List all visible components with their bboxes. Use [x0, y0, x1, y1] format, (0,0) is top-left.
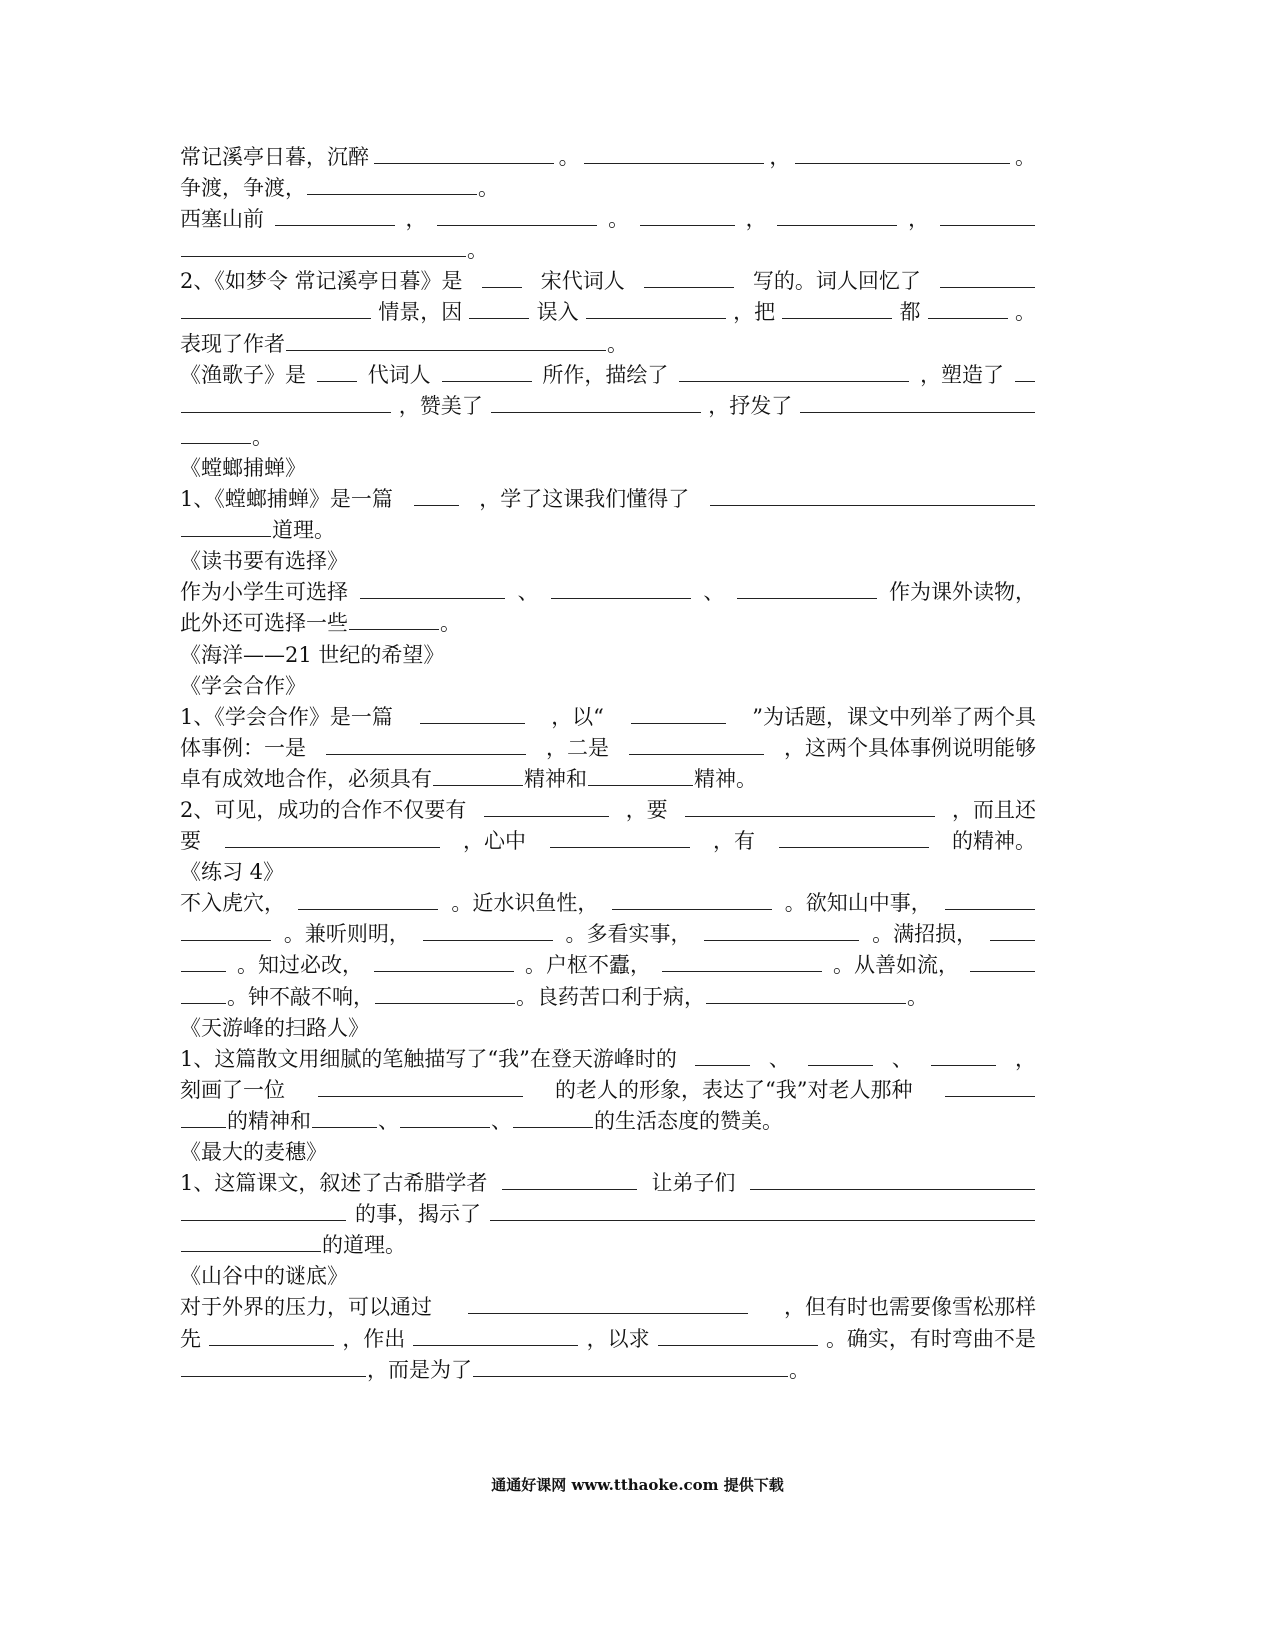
- fill-in-blank[interactable]: [808, 1064, 873, 1066]
- fill-in-blank[interactable]: [945, 908, 1035, 910]
- fill-in-blank[interactable]: [473, 1375, 788, 1377]
- text-line: [180, 640, 1036, 671]
- line-text: 《最大的麦穗》: [180, 1140, 327, 1164]
- text-line: [180, 733, 1036, 764]
- text-line: [180, 1106, 1036, 1137]
- fill-in-blank[interactable]: [945, 1095, 1035, 1097]
- fill-in-blank[interactable]: [298, 908, 438, 910]
- text-line: [180, 297, 1036, 328]
- text-line: [180, 204, 1036, 235]
- line-text: 、: [768, 1046, 790, 1071]
- line-text: 2、《如梦令 常记溪亭日暮》是: [180, 269, 463, 294]
- line-text: 。: [440, 611, 461, 636]
- text-line: [180, 1324, 1036, 1355]
- fill-in-blank[interactable]: [181, 535, 271, 537]
- line-text: ，: [405, 207, 427, 232]
- line-text: 《天游峰的扫路人》: [180, 1015, 369, 1040]
- line-text: 精神。: [694, 766, 757, 791]
- line-text: 。: [907, 984, 928, 1009]
- line-text: 的道理。: [322, 1233, 406, 1258]
- line-text: 的事，揭示了: [355, 1202, 481, 1227]
- line-text: ，有: [713, 829, 755, 854]
- fill-in-blank[interactable]: [437, 224, 597, 226]
- fill-in-blank[interactable]: [312, 1126, 377, 1128]
- fill-in-blank[interactable]: [1015, 380, 1035, 382]
- fill-in-blank[interactable]: [374, 970, 514, 972]
- line-text: 卓有成效地合作，必须具有: [180, 766, 432, 791]
- fill-in-blank[interactable]: [286, 349, 606, 351]
- line-text: 所作，描绘了: [542, 362, 669, 387]
- text-line: [180, 1355, 1036, 1386]
- line-text: 。兼听则明，: [283, 922, 410, 947]
- line-text: 。: [789, 1357, 810, 1382]
- fill-in-blank[interactable]: [484, 815, 609, 817]
- line-text: ，以求: [586, 1326, 650, 1351]
- fill-in-blank[interactable]: [795, 162, 1010, 164]
- fill-in-blank[interactable]: [181, 1002, 226, 1004]
- line-text: ，学了这课我们懂得了: [479, 487, 690, 512]
- line-text: 、: [517, 580, 539, 605]
- text-line: [180, 857, 1036, 888]
- text-line: [180, 919, 1036, 950]
- text-line: [180, 577, 1036, 608]
- line-text: ，: [745, 207, 767, 232]
- line-text: ，而且还: [952, 797, 1036, 822]
- fill-in-blank[interactable]: [225, 846, 440, 848]
- text-line: [180, 391, 1036, 422]
- line-text: ，把: [733, 300, 776, 325]
- text-line: [180, 1230, 1036, 1261]
- line-text: 宋代词人: [540, 269, 625, 294]
- fill-in-blank[interactable]: [482, 286, 522, 288]
- line-text: ，作出: [342, 1326, 406, 1351]
- fill-in-blank[interactable]: [181, 939, 271, 941]
- fill-in-blank[interactable]: [181, 317, 371, 319]
- fill-in-blank[interactable]: [375, 1002, 515, 1004]
- line-text: 。从善如流，: [833, 953, 959, 978]
- line-text: 。: [478, 176, 499, 201]
- text-line: [180, 671, 1036, 702]
- line-text: 。: [252, 424, 273, 449]
- text-line: [180, 453, 1036, 484]
- fill-in-blank[interactable]: [513, 1126, 593, 1128]
- text-line: [180, 173, 1036, 204]
- fill-in-blank[interactable]: [420, 722, 525, 724]
- fill-in-blank[interactable]: [181, 442, 251, 444]
- fill-in-blank[interactable]: [631, 722, 726, 724]
- fill-in-blank[interactable]: [640, 224, 735, 226]
- line-text: 。欲知山中事，: [784, 891, 932, 916]
- fill-in-blank[interactable]: [307, 193, 477, 195]
- fill-in-blank[interactable]: [586, 317, 726, 319]
- fill-in-blank[interactable]: [433, 784, 523, 786]
- text-line: [180, 702, 1036, 733]
- fill-in-blank[interactable]: [706, 1002, 906, 1004]
- fill-in-blank[interactable]: [782, 317, 892, 319]
- line-text: 。: [608, 207, 630, 232]
- text-line: [180, 1261, 1036, 1292]
- line-text: 作为小学生可选择: [180, 580, 348, 605]
- line-text: 。: [467, 238, 488, 263]
- text-line: [180, 950, 1036, 981]
- line-text: 、: [891, 1046, 913, 1071]
- line-text: ，心中: [463, 829, 526, 854]
- fill-in-blank[interactable]: [414, 504, 459, 506]
- line-text: 《海洋——21 世纪的希望》: [180, 642, 445, 667]
- fill-in-blank[interactable]: [181, 1250, 321, 1252]
- fill-in-blank[interactable]: [588, 784, 693, 786]
- fill-in-blank[interactable]: [779, 846, 929, 848]
- text-line: [180, 826, 1036, 857]
- line-text: 精神和: [524, 766, 587, 791]
- fill-in-blank[interactable]: [317, 380, 357, 382]
- line-text: ，: [908, 207, 930, 232]
- fill-in-blank[interactable]: [704, 939, 859, 941]
- line-text: 让弟子们: [651, 1171, 736, 1196]
- fill-in-blank[interactable]: [679, 380, 909, 382]
- text-line: [180, 888, 1036, 919]
- text-line: [180, 546, 1036, 577]
- text-line: [180, 1168, 1036, 1199]
- line-text: ，: [769, 145, 791, 169]
- line-text: 1、《螳螂捕蝉》是一篇: [180, 487, 393, 512]
- text-line: [180, 1292, 1036, 1323]
- fill-in-blank[interactable]: [423, 939, 553, 941]
- fill-in-blank[interactable]: [181, 1126, 226, 1128]
- line-text: 西塞山前: [180, 207, 264, 232]
- fill-in-blank[interactable]: [695, 1064, 750, 1066]
- text-line: [180, 982, 1036, 1013]
- fill-in-blank[interactable]: [940, 286, 1035, 288]
- fill-in-blank[interactable]: [629, 753, 764, 755]
- text-line: [180, 1075, 1036, 1106]
- line-text: 、: [491, 1108, 512, 1133]
- line-text: 。满招损，: [872, 922, 978, 947]
- line-text: 《山谷中的谜底》: [180, 1264, 348, 1289]
- fill-in-blank[interactable]: [374, 162, 554, 164]
- fill-in-blank[interactable]: [349, 628, 439, 630]
- fill-in-blank[interactable]: [318, 1095, 523, 1097]
- line-text: 表现了作者: [180, 331, 285, 356]
- line-text: ”为话题，课文中列举了两个具: [752, 704, 1036, 729]
- fill-in-blank[interactable]: [750, 1188, 1035, 1190]
- text-line: [180, 608, 1036, 639]
- line-text: 《练习 4》: [180, 860, 285, 885]
- line-text: 、: [703, 580, 725, 605]
- fill-in-blank[interactable]: [275, 224, 395, 226]
- fill-in-blank[interactable]: [490, 1219, 1035, 1221]
- fill-in-blank[interactable]: [940, 224, 1035, 226]
- fill-in-blank[interactable]: [502, 1188, 637, 1190]
- text-line: [180, 1137, 1036, 1168]
- fill-in-blank[interactable]: [360, 597, 505, 599]
- text-line: [180, 329, 1036, 360]
- line-text: 误入: [536, 300, 579, 325]
- line-text: 1、《学会合作》是一篇: [180, 704, 393, 729]
- text-line: [180, 422, 1036, 453]
- line-text: 。户枢不蠹，: [525, 953, 651, 978]
- text-line: [180, 1013, 1036, 1044]
- line-text: ，要: [625, 797, 668, 822]
- page-footer: 通通好课网 www.tthaoke.com 提供下载: [491, 1476, 784, 1494]
- line-text: 作为课外读物，: [888, 580, 1036, 605]
- fill-in-blank[interactable]: [662, 970, 822, 972]
- fill-in-blank[interactable]: [777, 224, 897, 226]
- text-line: [180, 235, 1036, 266]
- line-text: 代词人: [367, 362, 431, 387]
- fill-in-blank[interactable]: [181, 1375, 366, 1377]
- fill-in-blank[interactable]: [442, 380, 532, 382]
- text-line: [180, 266, 1036, 297]
- line-text: 《螳螂捕蝉》: [180, 455, 306, 480]
- fill-in-blank[interactable]: [181, 255, 466, 257]
- fill-in-blank[interactable]: [326, 753, 526, 755]
- text-line: [180, 142, 1036, 173]
- fill-in-blank[interactable]: [181, 1219, 346, 1221]
- text-line: [180, 764, 1036, 795]
- line-text: 都: [899, 300, 921, 325]
- line-text: 的生活态度的赞美。: [594, 1108, 783, 1133]
- fill-in-blank[interactable]: [550, 846, 690, 848]
- line-text: 的精神。: [952, 829, 1036, 854]
- fill-in-blank[interactable]: [400, 1126, 490, 1128]
- worksheet-body: [180, 142, 1036, 1386]
- fill-in-blank[interactable]: [990, 939, 1035, 941]
- line-text: 道理。: [272, 518, 335, 543]
- line-text: 常记溪亭日暮，沉醉: [180, 145, 369, 169]
- line-text: 写的。词人回忆了: [752, 269, 921, 294]
- fill-in-blank[interactable]: [644, 286, 734, 288]
- line-text: 。知过必改，: [237, 953, 363, 978]
- line-text: 。确实，有时弯曲不是: [825, 1326, 1036, 1351]
- fill-in-blank[interactable]: [491, 411, 701, 413]
- fill-in-blank[interactable]: [970, 970, 1035, 972]
- line-text: 。: [558, 145, 580, 169]
- line-text: 1、这篇课文，叙述了古希腊学者: [180, 1171, 488, 1196]
- line-text: 先: [180, 1326, 201, 1351]
- line-text: 争渡，争渡，: [180, 176, 306, 201]
- line-text: ，但有时也需要像雪松那样: [784, 1295, 1036, 1320]
- line-text: 、: [378, 1108, 399, 1133]
- line-text: 对于外界的压力，可以通过: [180, 1295, 432, 1320]
- text-line: [180, 515, 1036, 546]
- fill-in-blank[interactable]: [181, 970, 226, 972]
- fill-in-blank[interactable]: [612, 908, 772, 910]
- line-text: 1、这篇散文用细腻的笔触描写了“我”在登天游峰时的: [180, 1046, 677, 1071]
- line-text: ，: [1014, 1046, 1036, 1071]
- fill-in-blank[interactable]: [737, 597, 877, 599]
- line-text: ，而是为了: [367, 1357, 472, 1382]
- fill-in-blank[interactable]: [800, 411, 1035, 413]
- line-text: 要: [180, 829, 201, 854]
- line-text: ，赞美了: [398, 393, 483, 418]
- line-text: 此外还可选择一些: [180, 611, 348, 636]
- line-text: ，这两个具体事例说明能够: [784, 735, 1036, 760]
- fill-in-blank[interactable]: [710, 504, 1035, 506]
- line-text: 2、可见，成功的合作不仅要有: [180, 797, 467, 822]
- text-line: [180, 484, 1036, 515]
- line-text: 情景，因: [378, 300, 463, 325]
- fill-in-blank[interactable]: [685, 815, 935, 817]
- fill-in-blank[interactable]: [181, 411, 391, 413]
- line-text: ，塑造了: [920, 362, 1005, 387]
- fill-in-blank[interactable]: [468, 1312, 748, 1314]
- fill-in-blank[interactable]: [584, 162, 764, 164]
- line-text: 《读书要有选择》: [180, 549, 348, 574]
- line-text: 。: [607, 331, 628, 356]
- line-text: 刻画了一位: [180, 1077, 285, 1102]
- fill-in-blank[interactable]: [413, 1344, 578, 1346]
- line-text: 。钟不敲不响，: [227, 984, 374, 1009]
- line-text: 的精神和: [227, 1108, 311, 1133]
- fill-in-blank[interactable]: [469, 317, 529, 319]
- fill-in-blank[interactable]: [658, 1344, 818, 1346]
- line-text: 《渔歌子》是: [180, 362, 306, 387]
- line-text: 。多看实事，: [565, 922, 692, 947]
- line-text: ，二是: [546, 735, 609, 760]
- fill-in-blank[interactable]: [209, 1344, 334, 1346]
- line-text: 。近水识鱼性，: [451, 891, 599, 916]
- line-text: 的老人的形象，表达了“我”对老人那种: [555, 1077, 913, 1102]
- fill-in-blank[interactable]: [928, 317, 1008, 319]
- line-text: 。: [1014, 145, 1036, 169]
- text-line: [180, 795, 1036, 826]
- line-text: 。: [1014, 300, 1036, 325]
- line-text: 《学会合作》: [180, 673, 306, 698]
- text-line: [180, 1044, 1036, 1075]
- line-text: ，抒发了: [708, 393, 793, 418]
- line-text: 。良药苦口利于病，: [516, 984, 705, 1009]
- line-text: 不入虎穴，: [180, 891, 285, 916]
- fill-in-blank[interactable]: [551, 597, 691, 599]
- text-line: [180, 360, 1036, 391]
- fill-in-blank[interactable]: [931, 1064, 996, 1066]
- text-line: [180, 1199, 1036, 1230]
- line-text: ，以“: [551, 704, 604, 729]
- line-text: 体事例：一是: [180, 735, 306, 760]
